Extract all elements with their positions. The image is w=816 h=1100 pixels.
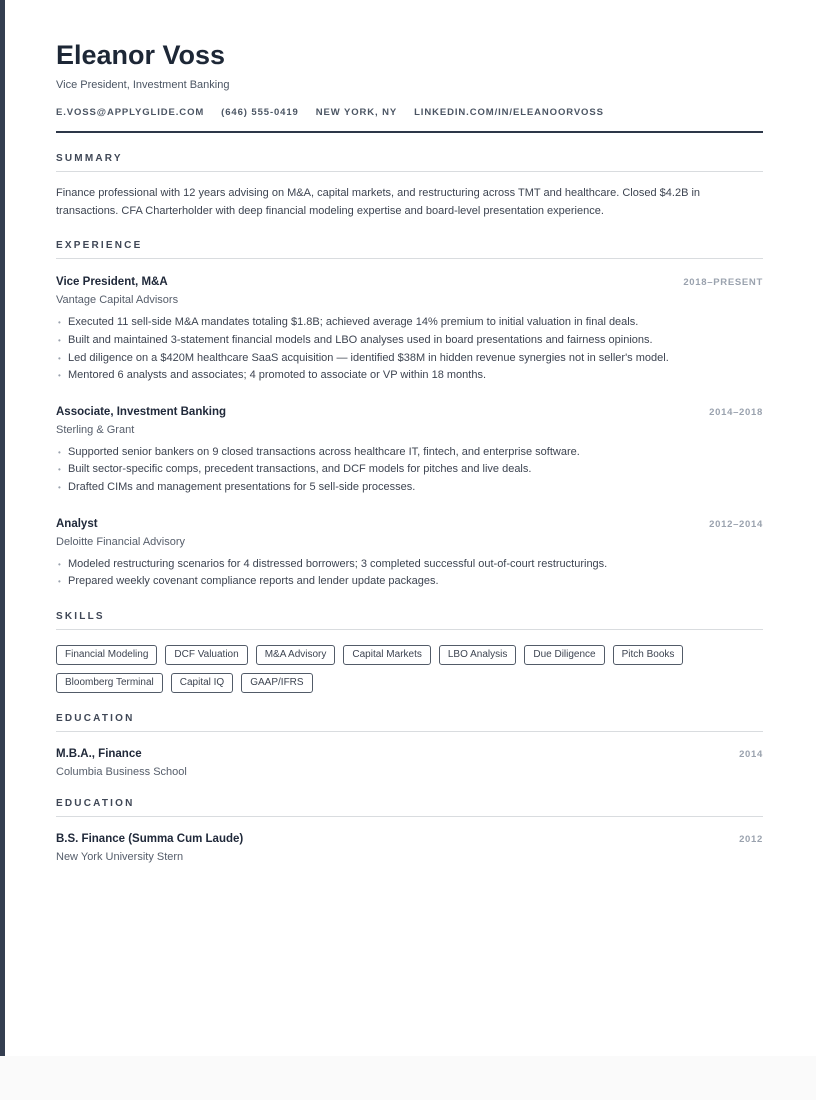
education-school: New York University Stern	[56, 850, 184, 863]
bullet-text: Supported senior bankers on 9 closed transactions across healthcare IT, fintech, and enterprise software.	[68, 445, 580, 458]
contact-item: NEW YORK, NY	[315, 107, 398, 119]
resume-header	[56, 41, 763, 133]
bullet-dot-icon: •	[58, 371, 61, 381]
bullet-item	[56, 367, 763, 385]
skill-chip: Financial Modeling	[56, 645, 157, 665]
education-school: Columbia Business School	[56, 765, 187, 778]
person-name: Eleanor Voss	[56, 40, 226, 70]
experience-heading: EXPERIENCE	[56, 240, 763, 259]
skills-heading: SKILLS	[56, 611, 763, 630]
job-title: Analyst	[56, 517, 98, 530]
skills-section	[56, 611, 763, 693]
contact-item: E.VOSS@APPLYGLIDE.COM	[56, 107, 205, 119]
job-bullets	[56, 556, 763, 591]
bullet-item	[56, 573, 763, 591]
bullet-text: Led diligence on a $420M healthcare SaaS acquisition — identified $38M in hidden revenue synergies not in seller's model.	[68, 351, 669, 364]
bullet-item	[56, 350, 763, 368]
bullet-item	[56, 556, 763, 574]
bullet-dot-icon: •	[58, 335, 61, 345]
education-section	[56, 798, 763, 863]
bullet-dot-icon: •	[58, 577, 61, 587]
summary-heading: SUMMARY	[56, 153, 763, 172]
skill-chip: Pitch Books	[613, 645, 684, 665]
education-sections	[56, 713, 763, 863]
summary-text: Finance professional with 12 years advising on M&A, capital markets, and restructuring across TMT and healthcare. Closed $4.2B in transactions. CFA Charterholder with deep financial modeling expertise and board-level presentation experience.	[56, 187, 701, 217]
education-heading: EDUCATION	[56, 798, 763, 817]
experience-section	[56, 240, 763, 590]
skill-chip-list	[56, 645, 763, 693]
job-entry	[56, 276, 763, 384]
contact-item: LINKEDIN.COM/IN/ELEANOORVOSS	[414, 107, 604, 119]
skill-chip: GAAP/IFRS	[241, 673, 312, 693]
education-degree: M.B.A., Finance	[56, 747, 142, 760]
education-degree: B.S. Finance (Summa Cum Laude)	[56, 832, 244, 845]
job-entry	[56, 518, 763, 591]
education-year: 2012	[739, 833, 763, 845]
education-heading: EDUCATION	[56, 713, 763, 732]
bullet-text: Prepared weekly covenant compliance reports and lender update packages.	[68, 575, 439, 588]
job-title: Associate, Investment Banking	[56, 405, 226, 418]
job-dates: 2018–PRESENT	[683, 277, 763, 289]
bullet-item	[56, 314, 763, 332]
bullet-text: Mentored 6 analysts and associates; 4 promoted to associate or VP within 18 months.	[68, 369, 487, 382]
bullet-dot-icon: •	[58, 465, 61, 475]
bullet-text: Built sector-specific comps, precedent transactions, and DCF models for pitches and live deals.	[68, 463, 532, 476]
bullet-text: Built and maintained 3-statement financial models and LBO analyses used in board presentations and fairness opinions.	[68, 333, 653, 346]
skill-chip: Bloomberg Terminal	[56, 673, 163, 693]
skill-chip: DCF Valuation	[165, 645, 247, 665]
skill-chip: Capital IQ	[171, 673, 233, 693]
job-header	[56, 518, 763, 530]
job-bullets	[56, 444, 763, 497]
bullet-text: Executed 11 sell-side M&A mandates totaling $1.8B; achieved average 14% premium to initial valuation in final deals.	[68, 316, 639, 329]
education-section	[56, 713, 763, 778]
job-header	[56, 276, 763, 288]
bullet-item	[56, 332, 763, 350]
skill-chip: LBO Analysis	[439, 645, 516, 665]
header-divider	[56, 131, 763, 133]
bullet-item	[56, 479, 763, 497]
job-bullets	[56, 314, 763, 384]
job-company: Deloitte Financial Advisory	[56, 535, 186, 548]
contact-item: (646) 555-0419	[221, 107, 299, 119]
summary-section	[56, 153, 763, 220]
skill-chip: Due Diligence	[524, 645, 604, 665]
skill-chip: Capital Markets	[343, 645, 430, 665]
bullet-dot-icon: •	[58, 353, 61, 363]
bullet-item	[56, 444, 763, 462]
bullet-dot-icon: •	[58, 447, 61, 457]
bullet-text: Modeled restructuring scenarios for 4 distressed borrowers; 3 completed successful out-of-court restructurings.	[68, 557, 608, 570]
job-header	[56, 406, 763, 418]
job-entry	[56, 406, 763, 497]
job-list	[56, 276, 763, 590]
job-dates: 2012–2014	[709, 518, 763, 530]
bullet-text: Drafted CIMs and management presentations for 5 sell-side processes.	[68, 480, 416, 493]
education-year: 2014	[739, 748, 763, 760]
bullet-item	[56, 461, 763, 479]
job-company: Vantage Capital Advisors	[56, 294, 179, 307]
person-title: Vice President, Investment Banking	[56, 79, 230, 92]
skill-chip: M&A Advisory	[256, 645, 336, 665]
job-dates: 2014–2018	[709, 406, 763, 418]
bullet-dot-icon: •	[58, 318, 61, 328]
education-header	[56, 748, 763, 760]
bullet-dot-icon: •	[58, 482, 61, 492]
job-company: Sterling & Grant	[56, 423, 135, 436]
education-header	[56, 833, 763, 845]
contact-row	[56, 107, 763, 118]
bullet-dot-icon: •	[58, 559, 61, 569]
job-title: Vice President, M&A	[56, 276, 168, 289]
